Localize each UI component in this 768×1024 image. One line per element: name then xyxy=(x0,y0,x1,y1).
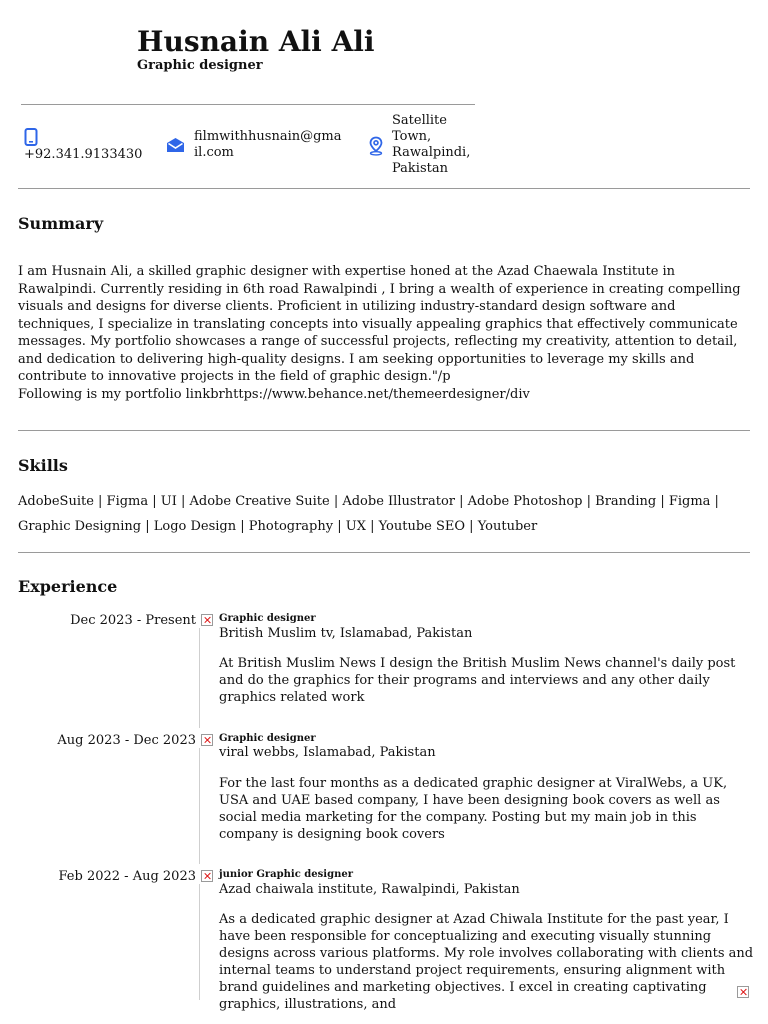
header-divider xyxy=(21,104,475,105)
email-address[interactable]: filmwithhusnain@gma il.com xyxy=(194,129,342,160)
phone-number[interactable]: +92.341.9133430 xyxy=(24,147,143,162)
candidate-name: Husnain Ali Ali xyxy=(137,25,375,58)
experience-role: Graphic designer xyxy=(219,613,316,624)
skills-divider xyxy=(18,552,750,553)
email-icon xyxy=(166,137,185,153)
contact-divider xyxy=(18,188,750,189)
experience-description: At British Muslim News I design the British Muslim News channel's daily post and do the graphics for their programs and interviews and any other daily graphics related work xyxy=(219,656,736,705)
summary-heading: Summary xyxy=(18,214,104,233)
phone-icon xyxy=(24,128,38,146)
address: Satellite Town, Rawalpindi, Pakistan xyxy=(392,113,471,176)
skills-heading: Skills xyxy=(18,456,68,475)
summary-divider xyxy=(18,430,750,431)
location-pin-icon xyxy=(368,136,384,156)
experience-company: Azad chaiwala institute, Rawalpindi, Pakistan xyxy=(219,882,520,897)
timeline-line xyxy=(199,748,200,864)
experience-company: viral webbs, Islamabad, Pakistan xyxy=(219,745,436,760)
experience-description: As a dedicated graphic designer at Azad Chiwala Institute for the past year, I have been responsible for conceptualizing and executing visually stunning designs across various platforms. My role involves collaborating with clients and internal teams to understand project requirements, ensuring alignment with brand guidelines and marketing objectives. I excel in creating captivating graphics, illustrations, and xyxy=(219,912,754,1012)
broken-image-icon xyxy=(737,986,749,998)
experience-date: Aug 2023 - Dec 2023 xyxy=(57,733,196,748)
skills-list: AdobeSuite | Figma | UI | Adobe Creative Suite | Adobe Illustrator | Adobe Photoshop | Branding | Figma | Graphic Designing | Logo Design | Photography | UX | Youtube SEO | Youtuber xyxy=(18,494,719,534)
experience-description: For the last four months as a dedicated graphic designer at ViralWebs, a UK, USA and UAE based company, I have been designing book covers as well as social media marketing for the company. Posting but my main job in this company is designing book covers xyxy=(219,776,728,842)
experience-date: Feb 2022 - Aug 2023 xyxy=(58,869,196,884)
timeline-line xyxy=(199,628,200,728)
broken-image-icon xyxy=(201,734,213,746)
candidate-title: Graphic designer xyxy=(137,58,263,73)
broken-image-icon xyxy=(201,870,213,882)
experience-role: Graphic designer xyxy=(219,733,316,744)
broken-image-icon xyxy=(201,614,213,626)
experience-role: junior Graphic designer xyxy=(219,869,353,880)
experience-date: Dec 2023 - Present xyxy=(70,613,196,628)
summary-text: I am Husnain Ali, a skilled graphic designer with expertise honed at the Azad Chaewala Institute in Rawalpindi. Currently residing in 6th road Rawalpindi , I bring a wealth of experience in creating compelling visuals and designs for diverse clients. Proficient in utilizing industry-standard design software and techniques, I specialize in translating concepts into visually appealing graphics that effectively communicate messages. My portfolio showcases a range of successful projects, reflecting my creativity, attention to detail, and dedication to delivering high-quality designs. I am seeking opportunities to leverage my skills and contribute to innovative projects in the field of graphic design."/p xyxy=(18,264,741,384)
portfolio-line: Following is my portfolio linkbrhttps://www.behance.net/themeerdesigner/div xyxy=(18,387,530,402)
experience-company: British Muslim tv, Islamabad, Pakistan xyxy=(219,626,473,641)
timeline-line xyxy=(199,884,200,1000)
experience-heading: Experience xyxy=(18,577,118,596)
